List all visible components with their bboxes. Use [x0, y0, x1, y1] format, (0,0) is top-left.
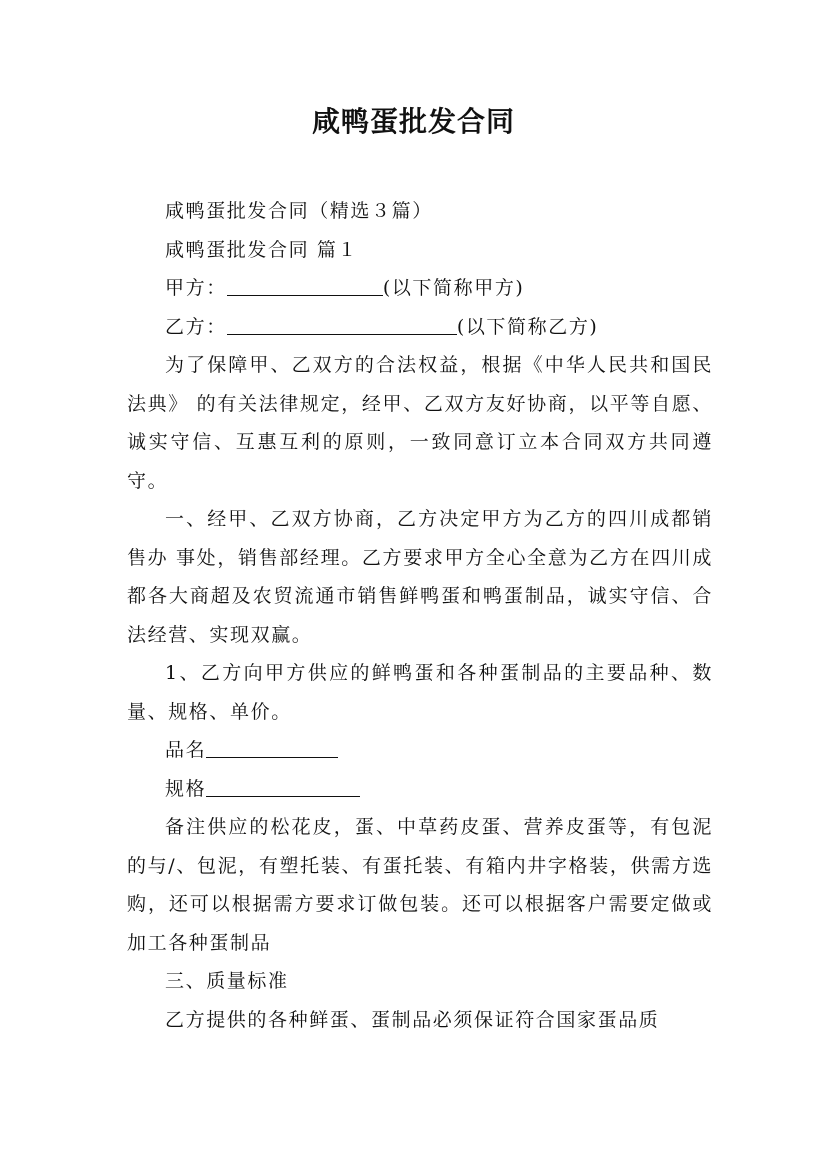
document-body [127, 192, 713, 1039]
quality-paragraph: 乙方提供的各种鲜蛋、蛋制品必须保证符合国家蛋品质 [165, 1008, 660, 1031]
remark-paragraph: 备注供应的松花皮，蛋、中草药皮蛋、营养皮蛋等，有包泥的与/、包泥，有塑托装、有蛋托装、有箱内井字格装，供需方选购，还可以根据需方要求订做包装。还可以根据客户需要定做或加工各种蛋制品 [127, 816, 713, 954]
party-a-line [127, 269, 713, 308]
party-a-blank [227, 273, 383, 296]
document-title: 咸鸭蛋批发合同 [311, 105, 515, 138]
preamble-paragraph: 为了保障甲、乙双方的合法权益，根据《中华人民共和国民法典》 的有关法律规定，经甲、乙双方友好协商，以平等自愿、诚实守信、互惠互利的原则，一致同意订立本合同双方共同遵守。 [127, 354, 713, 492]
item-one-paragraph: 1、乙方向甲方供应的鲜鸭蛋和各种蛋制品的主要品种、数量、规格、单价。 [127, 662, 713, 723]
spec-line [127, 770, 713, 809]
product-name-blank [206, 735, 338, 758]
party-a-label: 甲方： [165, 277, 227, 299]
document-subtitle: 咸鸭蛋批发合同（精选３篇） [165, 200, 433, 222]
spec-label: 规格 [165, 777, 207, 800]
party-b-suffix: (以下简称乙方) [456, 315, 599, 338]
party-a-suffix: (以下简称甲方) [382, 277, 525, 299]
party-b-line [127, 308, 713, 347]
part-heading: 咸鸭蛋批发合同 篇１ [165, 238, 359, 261]
spec-blank [206, 774, 360, 797]
party-b-label: 乙方： [165, 315, 227, 338]
product-name-line [127, 731, 713, 770]
clause-one-paragraph: 一、经甲、乙双方协商，乙方决定甲方为乙方的四川成都销售办 事处，销售部经理。乙方要求甲方全心全意为乙方在四川成都各大商超及农贸流通市销售鲜鸭蛋和鸭蛋制品，诚实守信、合法经营、实现双赢。 [127, 508, 713, 646]
party-b-blank [227, 312, 457, 335]
product-name-label: 品名 [165, 739, 207, 761]
section-three-heading: 三、质量标准 [165, 970, 289, 992]
